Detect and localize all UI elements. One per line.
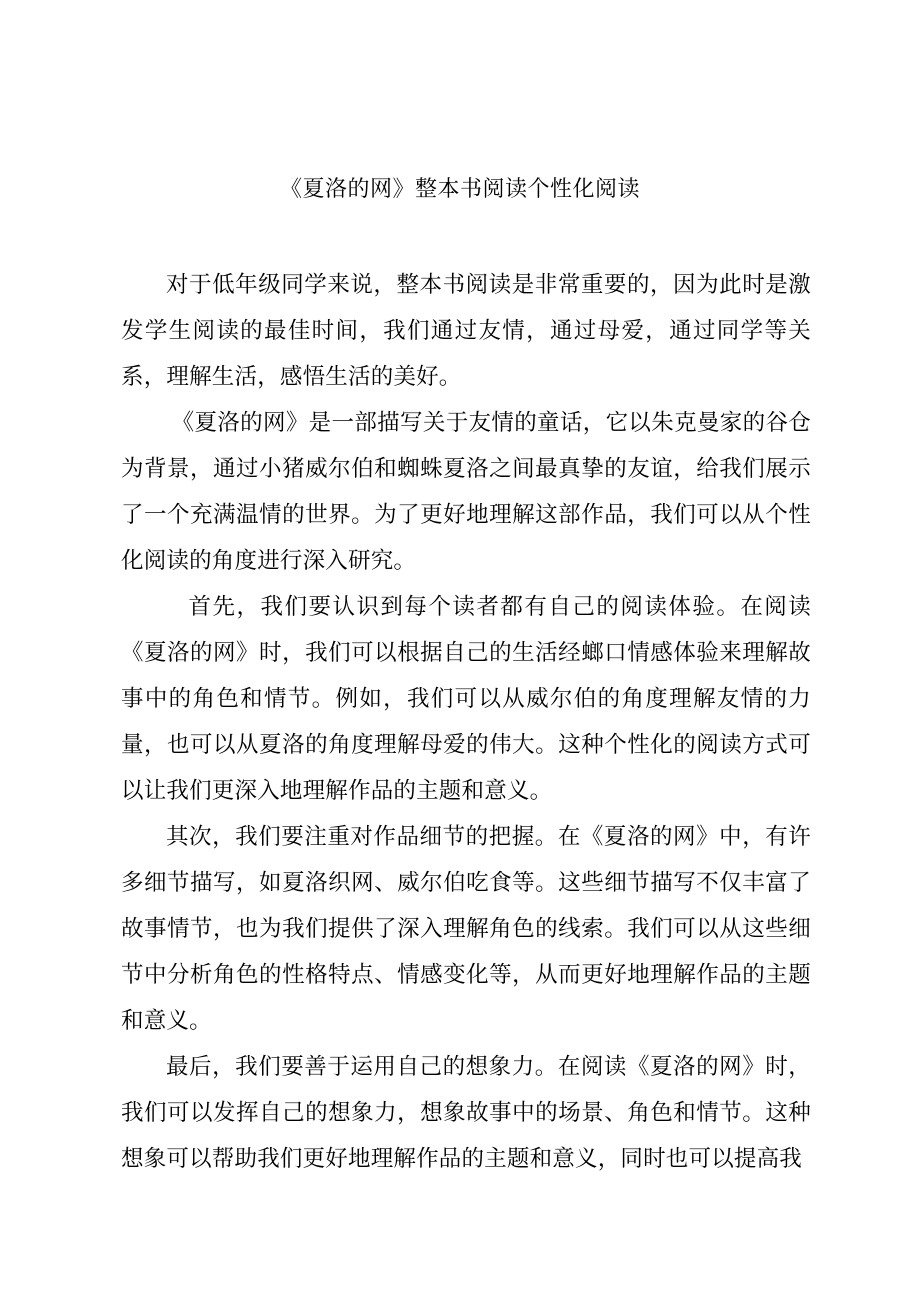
- paragraph-2: 《夏洛的网》是一部描写关于友情的童话，它以朱克曼家的谷仓为背景，通过小猪威尔伯和蜘蛛夏洛之间最真挚的友谊，给我们展示了一个充满温情的世界。为了更好地理解这部作品，我们可以从个性化阅读的角度进行深入研究。: [121, 410, 811, 574]
- paragraph-5: 最后，我们要善于运用自己的想象力。在阅读《夏洛的网》时，我们可以发挥自己的想象力，想象故事中的场景、角色和情节。这种想象可以帮助我们更好地理解作品的主题和意义，同时也可以提高我: [121, 1054, 811, 1172]
- paragraph-3: 首先，我们要认识到每个读者都有自己的阅读体验。在阅读《夏洛的网》时，我们可以根据自己的生活经螂口情感体验来理解故事中的角色和情节。例如，我们可以从威尔伯的角度理解友情的力量，也可以从夏洛的角度理解母爱的伟大。这种个性化的阅读方式可以让我们更深入地理解作品的主题和意义。: [121, 594, 811, 804]
- paragraph-4: 其次，我们要注重对作品细节的把握。在《夏洛的网》中，有许多细节描写，如夏洛织网、威尔伯吃食等。这些细节描写不仅丰富了故事情节，也为我们提供了深入理解角色的线索。我们可以从这些细节中分析角色的性格特点、情感变化等，从而更好地理解作品的主题和意义。: [121, 824, 811, 1034]
- document-title: 《夏洛的网》整本书阅读个性化阅读: [279, 177, 640, 202]
- document-body: [121, 262, 811, 1182]
- paragraph-1: 对于低年级同学来说，整本书阅读是非常重要的，因为此时是激发学生阅读的最佳时间，我们通过友情，通过母爱，通过同学等关系，理解生活，感悟生活的美好。: [121, 272, 811, 390]
